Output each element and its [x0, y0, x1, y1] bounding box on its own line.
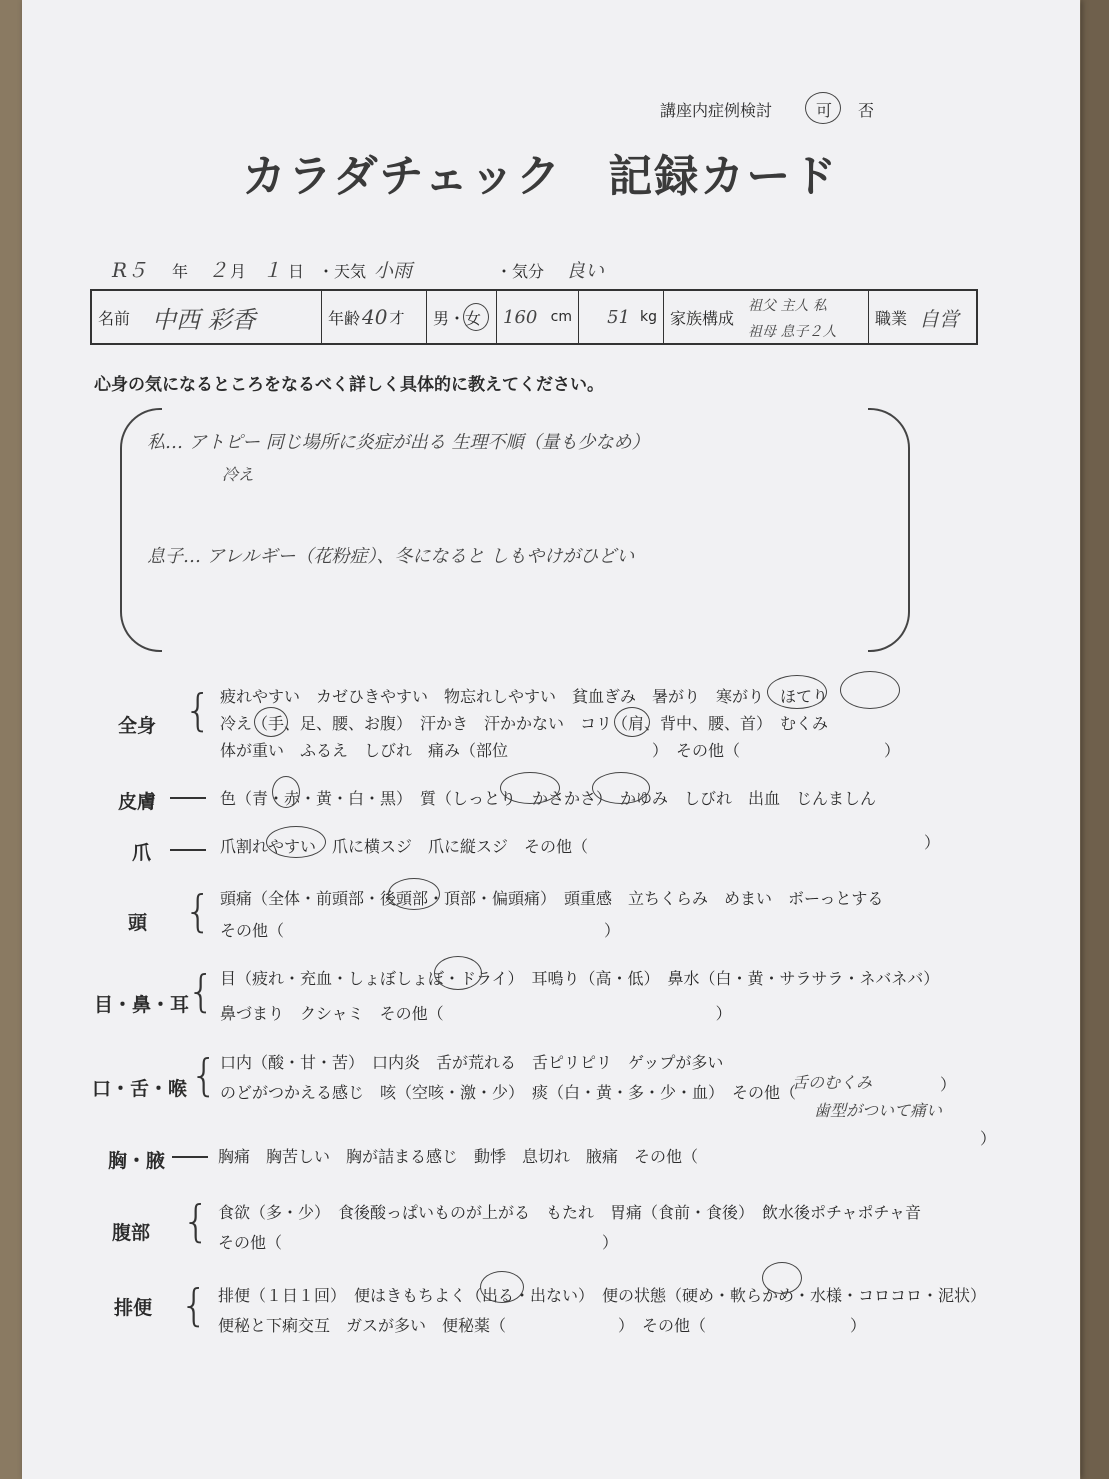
circle-brittle: [266, 826, 326, 858]
family-line-2: 祖母 息子２人: [748, 324, 837, 340]
date-month: ２: [208, 258, 228, 282]
bowel-row-2: 便秘と下痢交互 ガスが多い 便秘薬（ ） その他（ ）: [218, 1316, 867, 1335]
whole-body-row-3: 体が重い ふるえ しびれ 痛み（部位 ） その他（ ）: [220, 741, 901, 760]
circle-red: [272, 776, 300, 808]
date-era-year: R５: [112, 258, 148, 282]
category-head: 頭: [128, 912, 148, 934]
eye-row-1: 目（疲れ・充血・しょぼしょぼ・ドライ） 耳鳴り（高・低） 鼻水（白・黄・サラサラ・ネバネバ）: [220, 969, 940, 988]
job-value: 自営: [919, 306, 960, 331]
bowel-row-1: 排便（１日１回） 便はきもちよく（出る・出ない） 便の状態（硬め・軟らかめ・水様・コロコロ・泥状）: [218, 1286, 987, 1305]
skin-connector: [170, 797, 206, 799]
age-label: 年齢: [328, 308, 361, 328]
circle-hot-flash: [840, 671, 900, 709]
category-eye-nose-ear: 目・鼻・耳: [94, 994, 190, 1016]
record-card: [22, 0, 1080, 1479]
eye-row-2: 鼻づまり クシャミ その他（ ）: [220, 1004, 732, 1023]
family-line-1: 祖父 主人 私: [748, 298, 827, 314]
circle-passes: [480, 1271, 524, 1303]
age-cell: [322, 291, 427, 343]
name-cell: [92, 291, 322, 343]
page-title: カラダチェック 記録カード: [242, 151, 839, 202]
date-day: １: [262, 258, 282, 282]
mouth-row-2: のどがつかえる感じ 咳（空咳・激・少） 痰（白・黄・多・少・血） その他（: [220, 1083, 797, 1102]
height-cell: [497, 291, 579, 343]
job-cell: [869, 291, 976, 343]
mood-value: 良い: [566, 260, 605, 282]
age-unit: 才: [389, 308, 405, 327]
gender-selected-circle: [463, 303, 489, 331]
brace-whole-body: {: [184, 685, 212, 736]
case-review-label: 講座内症例検討: [660, 101, 773, 120]
notes-son-line: 息子… アレルギー（花粉症）、冬になると しもやけがひどい: [147, 546, 635, 567]
mouth-other-note-1: 舌のむくみ: [792, 1073, 873, 1092]
nails-connector: [170, 849, 206, 851]
circle-dry-eyes: [434, 956, 482, 990]
mouth-other-note-2: 歯型がついて痛い: [814, 1101, 943, 1120]
brace-bowel: {: [180, 1280, 208, 1331]
option-no: 否: [858, 101, 875, 120]
family-cell: [664, 291, 869, 343]
notes-self-line-2: 冷え: [222, 465, 255, 484]
weather-value: 小雨: [374, 260, 413, 282]
category-skin: 皮膚: [118, 791, 157, 813]
height-unit: cm: [550, 309, 572, 325]
circle-soft: [762, 1262, 802, 1294]
circle-dry: [500, 772, 560, 804]
right-bracket: [868, 408, 910, 652]
weather-label: ・天気: [318, 262, 367, 281]
name-label: 名前: [98, 308, 131, 328]
circle-itchy: [592, 772, 650, 804]
option-yes-circle: [805, 92, 841, 124]
whole-body-row-2: 冷え（手、足、腰、お腹） 汗かき 汗かかない コリ（肩、背中、腰、首） むくみ: [220, 714, 829, 733]
gender-cell: [427, 291, 497, 343]
profile-table: [90, 289, 978, 345]
skin-row-1: 色（青・赤・黄・白・黒） 質（しっとり かさかさ） かゆみ しびれ 出血 じんましん: [220, 789, 877, 808]
nails-close-paren: ）: [924, 833, 941, 852]
day-label: 日: [288, 262, 305, 281]
name-value: 中西 彩香: [152, 305, 256, 334]
option-yes: 可: [816, 101, 833, 120]
brace-abdomen: {: [182, 1196, 210, 1247]
gender-options: 男・女: [433, 308, 482, 328]
weight-unit: kg: [640, 309, 657, 325]
circle-shoulders: [614, 707, 650, 737]
family-label: 家族構成: [670, 308, 735, 328]
month-label: 月: [230, 262, 247, 281]
circle-occipital: [388, 878, 440, 910]
table-surface: [1081, 0, 1109, 1479]
notes-self-line-1: 私… アトピー 同じ場所に炎症が出る 生理不順（量も少なめ）: [147, 432, 650, 453]
instruction-text: 心身の気になるところをなるべく詳しく具体的に教えてください。: [94, 375, 604, 395]
brace-head: {: [184, 886, 212, 937]
mouth-row-1: 口内（酸・甘・苦） 口内炎 舌が荒れる 舌ピリピリ ゲップが多い: [220, 1053, 724, 1072]
height-value: 160: [503, 306, 538, 328]
circle-cold-sensitive: [767, 675, 827, 709]
nails-row-1: 爪割れやすい 爪に横スジ 爪に縦スジ その他（: [220, 837, 589, 856]
chest-row-1: 胸痛 胸苦しい 胸が詰まる感じ 動悸 息切れ 腋痛 その他（: [218, 1147, 699, 1166]
head-row-1: 頭痛（全体・前頭部・後頭部・頂部・偏頭痛） 頭重感 立ちくらみ めまい ボーっとする: [220, 889, 884, 908]
chest-close-paren: ）: [980, 1129, 997, 1148]
whole-body-row-1: 疲れやすい カゼひきやすい 物忘れしやすい 貧血ぎみ 暑がり 寒がり ほてり: [220, 687, 829, 706]
brace-mouth: {: [190, 1050, 218, 1101]
category-mouth-throat: 口・舌・喉: [92, 1078, 188, 1100]
mood-label: ・気分: [496, 262, 545, 281]
mouth-close-paren: ）: [940, 1075, 957, 1094]
brace-eye-nose-ear: {: [187, 966, 215, 1017]
year-label: 年: [172, 262, 189, 281]
weight-value: 51: [607, 306, 630, 328]
category-bowel: 排便: [114, 1297, 153, 1319]
weight-cell: [579, 291, 664, 343]
head-row-2: その他（ ）: [220, 921, 621, 940]
category-chest: 胸・腋: [108, 1150, 166, 1172]
job-label: 職業: [875, 308, 908, 328]
chest-connector: [172, 1156, 208, 1158]
abdomen-row-1: 食欲（多・少） 食後酸っぱいものが上がる もたれ 胃痛（食前・食後） 飲水後ポチャポチャ音: [218, 1203, 922, 1222]
category-whole-body: 全身: [118, 715, 157, 737]
age-value: 40: [362, 305, 388, 329]
circle-hands: [254, 707, 288, 737]
category-nails: 爪: [132, 842, 152, 864]
category-abdomen: 腹部: [112, 1222, 151, 1244]
abdomen-row-2: その他（ ）: [218, 1233, 619, 1252]
